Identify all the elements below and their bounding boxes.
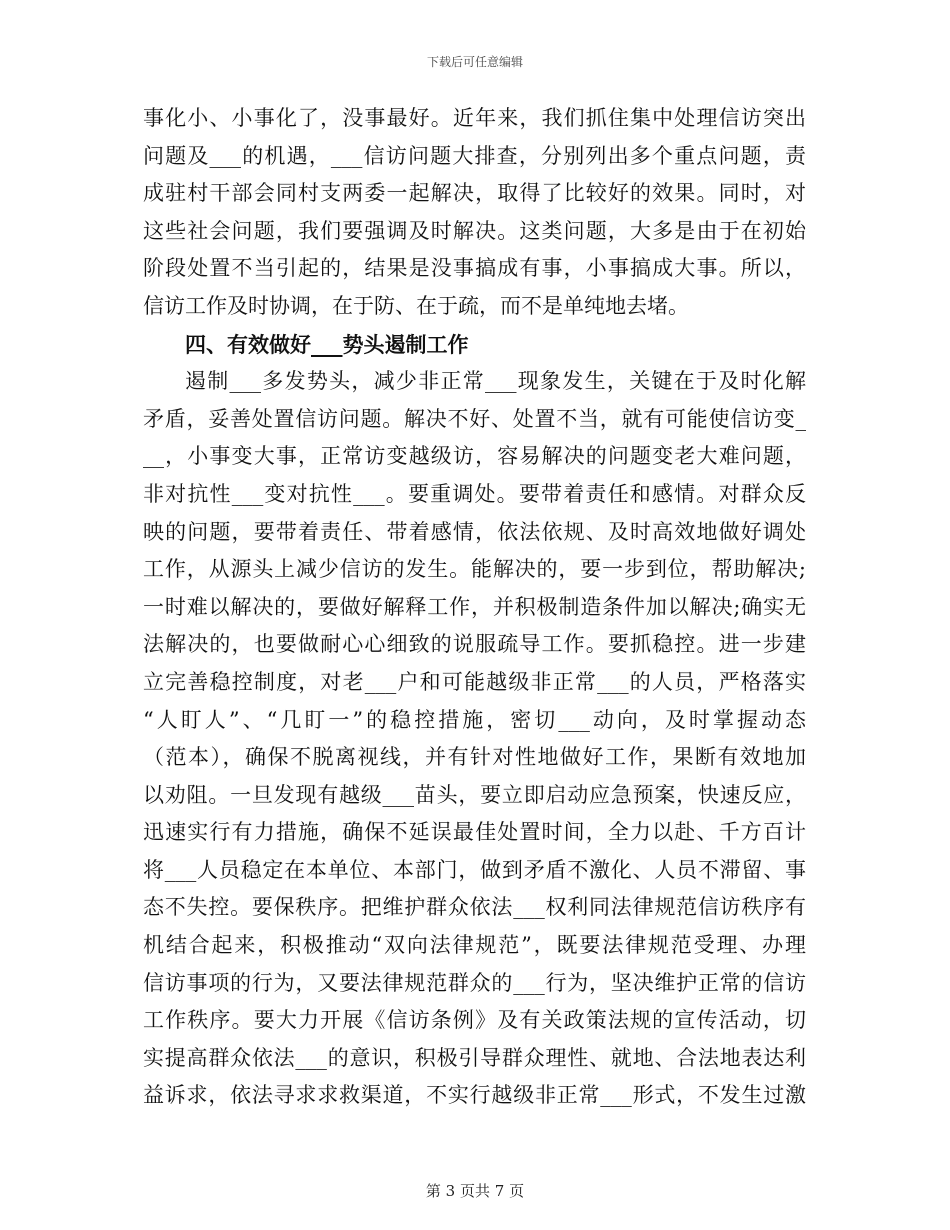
page-header: 下载后可任意编辑 [426, 55, 523, 69]
paragraph-line: 工作秩序。要大力开展《信访条例》及有关政策法规的宣传活动，切 [143, 1008, 806, 1033]
section-heading: 四、有效做好___势头遏制工作 [185, 331, 469, 357]
paragraph-line: 成驻村干部会同村支两委一起解决，取得了比较好的效果。同时，对 [143, 181, 806, 206]
paragraph-line: 这些社会问题，我们要强调及时解决。这类问题，大多是由于在初始 [143, 218, 806, 243]
document-body [143, 100, 806, 1115]
paragraph-line: 一时难以解决的，要做好解释工作，并积极制造条件加以解决;确实无 [143, 594, 806, 619]
paragraph-line: __，小事变大事，正常访变越级访，容易解决的问题变老大难问题， [143, 444, 806, 469]
paragraph-line: 遏制___多发势头，减少非正常___现象发生，关键在于及时化解 [185, 369, 806, 394]
paragraph-line: 问题及___的机遇，___信访问题大排查，分别列出多个重点问题，责 [143, 143, 806, 168]
paragraph-line: 立完善稳控制度，对老___户和可能越级非正常___的人员，严格落实 [143, 669, 806, 694]
paragraph-line: 矛盾，妥善处置信访问题。解决不好、处置不当，就有可能使信访变_ [143, 406, 806, 431]
paragraph-line: 非对抗性___变对抗性___。要重调处。要带着责任和感情。对群众反 [143, 481, 806, 506]
paragraph-line: 益诉求，依法寻求求救渠道，不实行越级非正常___形式，不发生过激 [143, 1083, 806, 1108]
paragraph-line: 实提高群众依法___的意识，积极引导群众理性、就地、合法地表达利 [143, 1045, 806, 1070]
paragraph-line: 映的问题，要带着责任、带着感情，依法依规、及时高效地做好调处 [143, 519, 806, 544]
paragraph-line: 阶段处置不当引起的，结果是没事搞成有事，小事搞成大事。所以， [143, 256, 806, 281]
paragraph-line: “人盯人”、“几盯一”的稳控措施，密切___动向，及时掌握动态 [143, 707, 806, 732]
paragraph-line: 迅速实行有力措施，确保不延误最佳处置时间，全力以赴、千方百计 [143, 820, 806, 845]
paragraph-line: 工作，从源头上减少信访的发生。能解决的，要一步到位，帮助解决; [143, 557, 806, 582]
paragraph-line: 态不失控。要保秩序。把维护群众依法___权利同法律规范信访秩序有 [143, 895, 806, 920]
paragraph-line: 以劝阻。一旦发现有越级___苗头，要立即启动应急预案，快速反应， [143, 782, 806, 807]
paragraph-line: 信访事项的行为，又要法律规范群众的___行为，坚决维护正常的信访 [143, 970, 806, 995]
paragraph-line: （范本），确保不脱离视线，并有针对性地做好工作，果断有效地加 [143, 745, 806, 770]
paragraph-line: 信访工作及时协调，在于防、在于疏，而不是单纯地去堵。 [143, 293, 689, 318]
page-footer: 第 3 页共 7 页 [425, 1182, 525, 1200]
paragraph-line: 将___人员稳定在本单位、本部门，做到矛盾不激化、人员不滞留、事 [143, 857, 806, 882]
paragraph-line: 机结合起来，积极推动“双向法律规范”，既要法律规范受理、办理 [143, 933, 806, 958]
paragraph-line: 法解决的，也要做耐心心细致的说服疏导工作。要抓稳控。进一步建 [143, 632, 806, 657]
paragraph-line: 事化小、小事化了，没事最好。近年来，我们抓住集中处理信访突出 [143, 106, 806, 130]
